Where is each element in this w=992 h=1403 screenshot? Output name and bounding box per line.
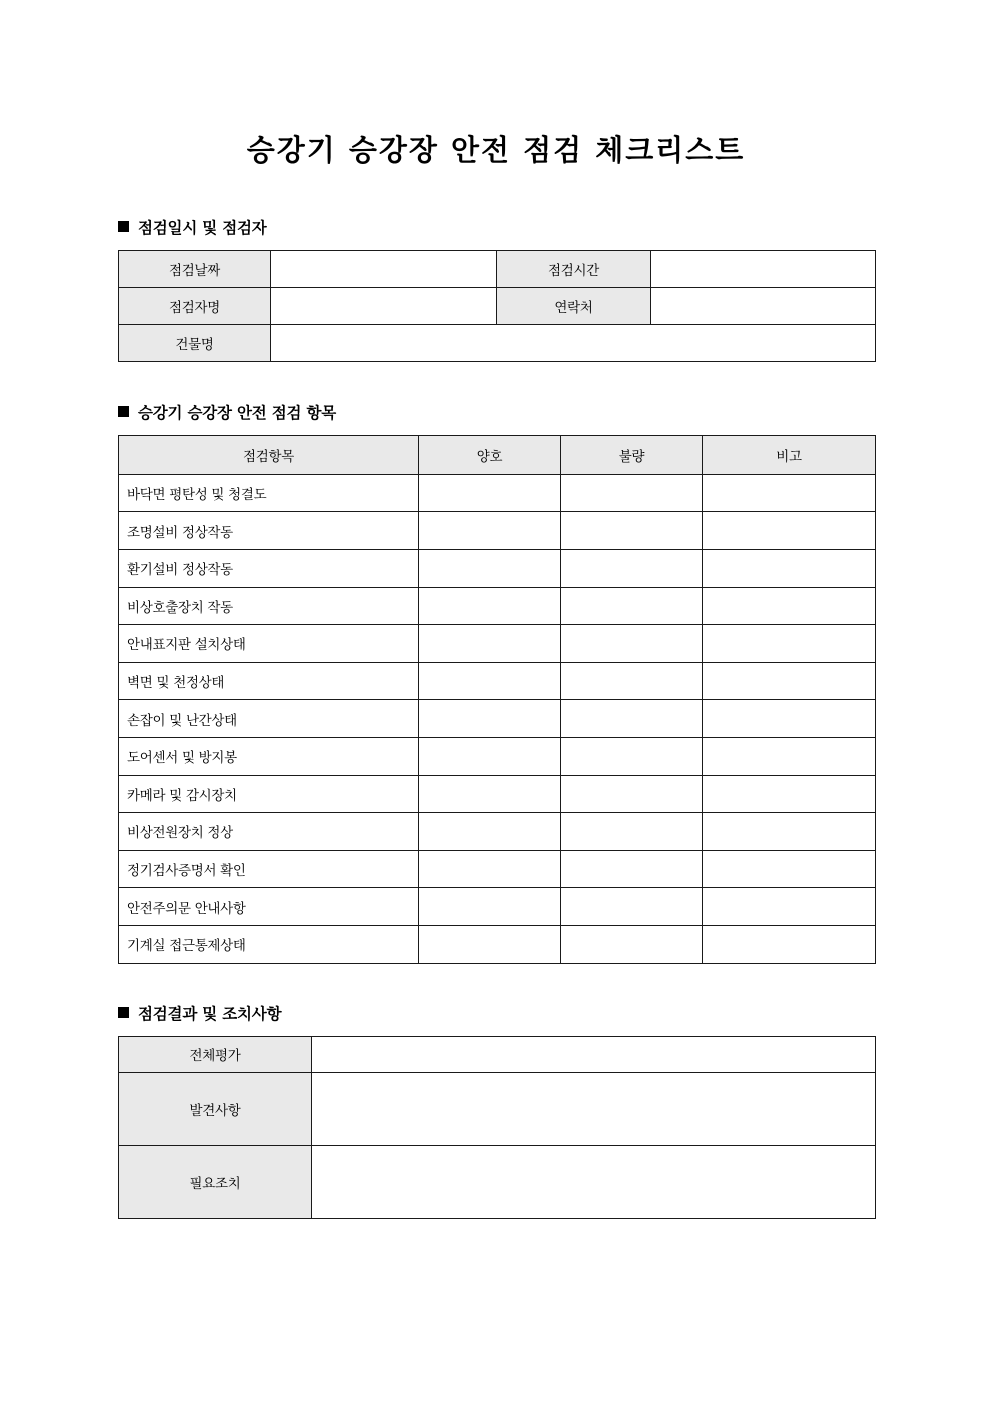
checklist-item-label: 안내표지판 설치상태 <box>119 625 419 663</box>
field-overall-evaluation[interactable] <box>312 1036 876 1072</box>
checklist-item-label: 비상호출장치 작동 <box>119 587 419 625</box>
checkbox-good[interactable] <box>419 700 561 738</box>
column-header-bad: 불량 <box>561 435 703 474</box>
table-row <box>119 737 876 775</box>
checklist-item-label: 도어센서 및 방지봉 <box>119 737 419 775</box>
checklist-item-label: 정기검사증명서 확인 <box>119 850 419 888</box>
checkbox-bad[interactable] <box>561 662 703 700</box>
checklist-item-label: 손잡이 및 난간상태 <box>119 700 419 738</box>
field-required-actions[interactable] <box>312 1145 876 1218</box>
table-row <box>119 813 876 851</box>
column-header-item: 점검항목 <box>119 435 419 474</box>
checkbox-good[interactable] <box>419 662 561 700</box>
table-row <box>119 775 876 813</box>
checklist-body <box>119 474 876 963</box>
checkbox-good[interactable] <box>419 549 561 587</box>
section-heading-results <box>0 1002 992 1024</box>
field-note[interactable] <box>703 512 876 550</box>
square-bullet-icon <box>118 221 129 232</box>
label-required-actions: 필요조치 <box>119 1145 312 1218</box>
checklist-item-label: 비상전원장치 정상 <box>119 813 419 851</box>
table-row <box>119 287 876 324</box>
spacer <box>0 362 992 401</box>
field-inspector-name[interactable] <box>271 287 497 324</box>
section2-heading-label: 승강기 승강장 안전 점검 항목 <box>138 403 337 422</box>
checklist-table <box>118 435 876 964</box>
checkbox-bad[interactable] <box>561 625 703 663</box>
checkbox-bad[interactable] <box>561 549 703 587</box>
checkbox-bad[interactable] <box>561 512 703 550</box>
checkbox-bad[interactable] <box>561 850 703 888</box>
section3-table-wrapper <box>0 1036 992 1219</box>
table-row <box>119 474 876 512</box>
field-building-name[interactable] <box>271 324 876 361</box>
checkbox-good[interactable] <box>419 850 561 888</box>
table-row <box>119 888 876 926</box>
field-note[interactable] <box>703 474 876 512</box>
checkbox-good[interactable] <box>419 888 561 926</box>
section3-heading-label: 점검결과 및 조치사항 <box>138 1004 282 1023</box>
label-findings: 발견사항 <box>119 1072 312 1145</box>
table-row <box>119 512 876 550</box>
field-note[interactable] <box>703 549 876 587</box>
label-inspection-date: 점검날짜 <box>119 250 271 287</box>
column-header-good: 양호 <box>419 435 561 474</box>
label-contact: 연락처 <box>497 287 651 324</box>
label-inspection-time: 점검시간 <box>497 250 651 287</box>
results-table <box>118 1036 876 1219</box>
field-contact[interactable] <box>651 287 876 324</box>
table-row <box>119 1145 876 1218</box>
table-row <box>119 250 876 287</box>
square-bullet-icon <box>118 406 129 417</box>
checklist-item-label: 카메라 및 감시장치 <box>119 775 419 813</box>
checkbox-good[interactable] <box>419 737 561 775</box>
checkbox-good[interactable] <box>419 512 561 550</box>
spacer <box>0 423 992 435</box>
field-inspection-time[interactable] <box>651 250 876 287</box>
checkbox-bad[interactable] <box>561 474 703 512</box>
field-note[interactable] <box>703 700 876 738</box>
checkbox-bad[interactable] <box>561 888 703 926</box>
checklist-item-label: 기계실 접근통제상태 <box>119 925 419 963</box>
table-row <box>119 549 876 587</box>
field-note[interactable] <box>703 737 876 775</box>
field-note[interactable] <box>703 888 876 926</box>
checkbox-bad[interactable] <box>561 737 703 775</box>
checkbox-bad[interactable] <box>561 700 703 738</box>
checklist-item-label: 환기설비 정상작동 <box>119 549 419 587</box>
field-note[interactable] <box>703 813 876 851</box>
column-header-note: 비고 <box>703 435 876 474</box>
table-row <box>119 1036 876 1072</box>
checklist-item-label: 벽면 및 천정상태 <box>119 662 419 700</box>
checklist-item-label: 바닥면 평탄성 및 청결도 <box>119 474 419 512</box>
label-inspector-name: 점검자명 <box>119 287 271 324</box>
page-title: 승강기 승강장 안전 점검 체크리스트 <box>246 133 746 167</box>
spacer <box>0 168 992 216</box>
field-note[interactable] <box>703 587 876 625</box>
table-row <box>119 587 876 625</box>
checkbox-good[interactable] <box>419 587 561 625</box>
checkbox-good[interactable] <box>419 474 561 512</box>
section1-heading-label: 점검일시 및 점검자 <box>138 218 267 237</box>
spacer <box>0 964 992 1002</box>
checkbox-bad[interactable] <box>561 775 703 813</box>
field-inspection-date[interactable] <box>271 250 497 287</box>
table-row <box>119 925 876 963</box>
checkbox-bad[interactable] <box>561 925 703 963</box>
section2-table-wrapper <box>0 435 992 964</box>
section-heading-inspection-info <box>0 216 992 238</box>
field-note[interactable] <box>703 775 876 813</box>
checkbox-good[interactable] <box>419 925 561 963</box>
table-row <box>119 700 876 738</box>
section1-table-wrapper <box>0 250 992 362</box>
checkbox-good[interactable] <box>419 625 561 663</box>
field-note[interactable] <box>703 925 876 963</box>
checklist-item-label: 안전주의문 안내사항 <box>119 888 419 926</box>
table-row <box>119 324 876 361</box>
table-row <box>119 662 876 700</box>
field-note[interactable] <box>703 850 876 888</box>
field-note[interactable] <box>703 625 876 663</box>
checkbox-bad[interactable] <box>561 813 703 851</box>
table-row <box>119 625 876 663</box>
label-overall-evaluation: 전체평가 <box>119 1036 312 1072</box>
table-row <box>119 850 876 888</box>
checkbox-good[interactable] <box>419 813 561 851</box>
table-row <box>119 1072 876 1145</box>
checkbox-bad[interactable] <box>561 587 703 625</box>
inspection-info-table <box>118 250 876 362</box>
spacer <box>0 1024 992 1036</box>
spacer <box>0 238 992 250</box>
checkbox-good[interactable] <box>419 775 561 813</box>
checklist-item-label: 조명설비 정상작동 <box>119 512 419 550</box>
square-bullet-icon <box>118 1007 129 1018</box>
label-building-name: 건물명 <box>119 324 271 361</box>
section-heading-checklist <box>0 401 992 423</box>
field-findings[interactable] <box>312 1072 876 1145</box>
field-note[interactable] <box>703 662 876 700</box>
table-header-row <box>119 435 876 474</box>
